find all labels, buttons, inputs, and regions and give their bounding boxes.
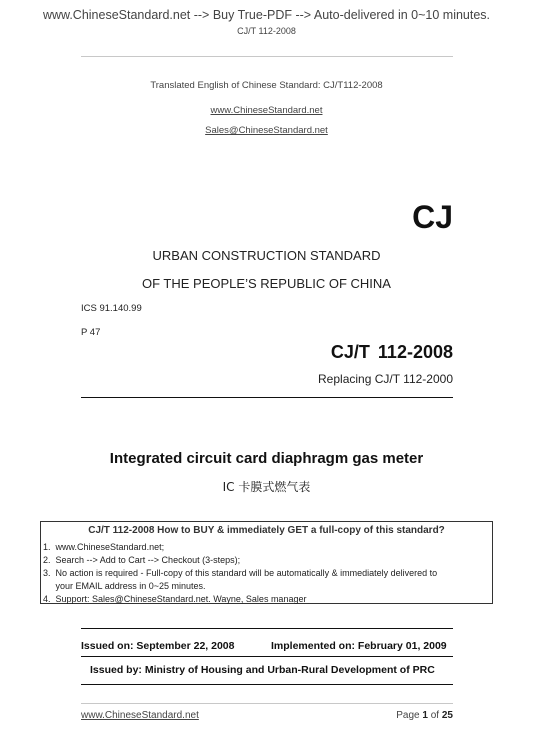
p-code: P 47 — [81, 327, 101, 338]
header-divider — [81, 56, 453, 57]
ics-code: ICS 91.140.99 — [81, 303, 142, 314]
footer-link-wrap — [81, 710, 199, 721]
buy-step-text: Search --> Add to Cart --> Checkout (3-steps); — [55, 555, 241, 565]
standard-line-2: OF THE PEOPLE’S REPUBLIC OF CHINA — [142, 276, 391, 291]
list-item: 2. Search --> Add to Cart --> Checkout (3-steps); — [43, 555, 241, 565]
buy-step-text: No action is required - Full-copy of this standard will be automatically & immediately delivered to — [55, 568, 438, 578]
list-item: 1. www.ChineseStandard.net; — [43, 542, 165, 552]
buy-step-text: www.ChineseStandard.net; — [55, 542, 165, 552]
buy-box-title: CJ/T 112-2008 How to BUY & immediately GET a full-copy of this standard? — [88, 525, 445, 536]
header-banner: www.ChineseStandard.net --> Buy True-PDF --> Auto-delivered in 0~10 minutes. — [42, 8, 491, 22]
buy-steps-list — [43, 541, 437, 606]
buy-step-text: Support: Sales@ChineseStandard.net. Wayne, Sales manager — [55, 594, 307, 604]
intro-email — [0, 120, 533, 138]
issuing-authority: Issued by: Ministry of Housing and Urban-Rural Development of PRC — [90, 664, 435, 676]
implemented-date: Implemented on: February 01, 2009 — [271, 640, 447, 652]
dates-top-divider — [81, 628, 453, 629]
website-link[interactable]: www.ChineseStandard.net — [210, 105, 323, 116]
footer-divider — [81, 703, 453, 704]
email-link[interactable]: Sales@ChineseStandard.net — [205, 125, 328, 136]
cj-logo: CJ — [412, 199, 453, 235]
page-indicator — [396, 710, 453, 721]
buy-step-text: your EMAIL address in 0~25 minutes. — [55, 581, 206, 591]
issued-date: Issued on: September 22, 2008 — [81, 640, 235, 652]
document-title-chinese: IC 卡膜式燃气表 — [222, 480, 311, 494]
translated-note: Translated English of Chinese Standard: CJ/T112-2008 — [150, 80, 383, 91]
footer-website-link[interactable]: www.ChineseStandard.net — [81, 710, 199, 721]
header-standard-code: CJ/T 112-2008 — [237, 26, 296, 36]
title-divider — [81, 397, 453, 398]
replacing-note: Replacing CJ/T 112-2000 — [318, 372, 453, 386]
standard-line-1: URBAN CONSTRUCTION STANDARD — [152, 248, 381, 263]
dates-middle-divider — [81, 656, 453, 657]
page-of: of — [430, 710, 440, 721]
list-item — [43, 580, 437, 593]
document-title-english: Integrated circuit card diaphragm gas meter — [109, 450, 424, 467]
buy-info-box — [40, 521, 493, 604]
list-item: 4. Support: Sales@ChineseStandard.net. Wayne, Sales manager — [43, 594, 307, 604]
page-label: Page — [396, 710, 420, 721]
dates-bottom-divider — [81, 684, 453, 685]
page-total: 25 — [441, 710, 453, 721]
intro-links — [0, 100, 533, 118]
page-number: 1 — [422, 710, 428, 721]
standard-number: CJ/T 112-2008 — [330, 342, 453, 362]
list-item: 3. No action is required - Full-copy of this standard will be automatically & immediately delivered to — [43, 568, 438, 578]
